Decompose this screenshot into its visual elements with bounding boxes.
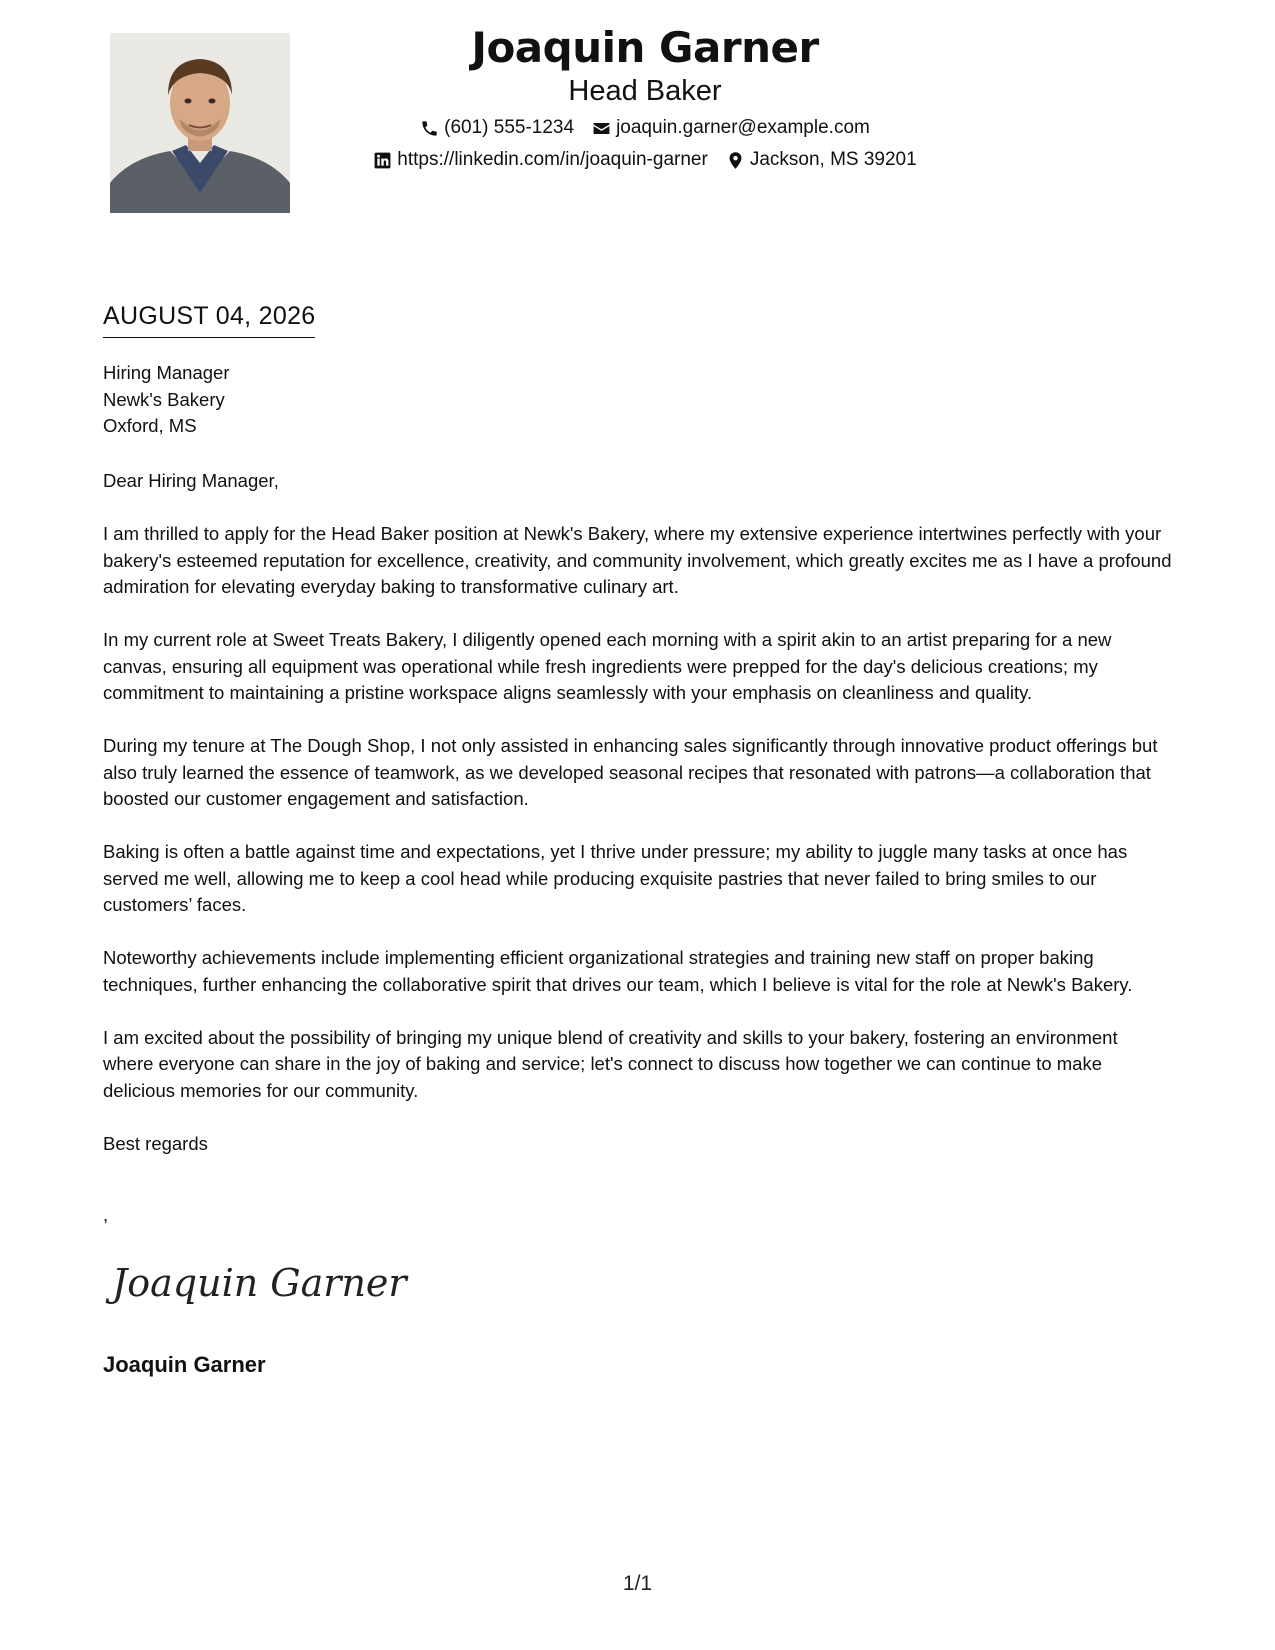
map-pin-icon — [726, 151, 745, 170]
recipient-location: Oxford, MS — [103, 415, 197, 436]
location-text: Jackson, MS 39201 — [749, 149, 917, 170]
closing: Best regards — [103, 1132, 208, 1154]
profile-photo — [110, 33, 290, 213]
body-paragraph: During my tenure at The Dough Shop, I not only assisted in enhancing sales significantly through innovative product offerings but also truly learned the essence of teamwork, as we developed seasonal recipes that resonated with patrons—a collaboration that boosted our customer engagement and satisfaction. — [103, 735, 1158, 809]
phone-icon — [420, 119, 439, 138]
body-paragraph: I am excited about the possibility of bringing my unique blend of creativity and skills to your bakery, fostering an environment where everyone can share in the joy of baking and service; let's connect to discuss how together we can continue to make delicious memories for our community. — [103, 1026, 1118, 1101]
applicant-job-title: Head Baker — [568, 75, 722, 107]
email-address: joaquin.garner@example.com — [616, 117, 870, 138]
linkedin-url: https://linkedin.com/in/joaquin-garner — [397, 149, 708, 170]
body-paragraph: Noteworthy achievements include implementing efficient organizational strategies and training new staff on proper baking techniques, further enhancing the collaborative spirit that drives our team, which I believe is vital for the role at Newk's Bakery. — [103, 947, 1133, 995]
envelope-icon — [592, 119, 611, 138]
recipient-name: Hiring Manager — [103, 362, 230, 383]
salutation: Dear Hiring Manager, — [103, 470, 279, 491]
letter-body — [103, 468, 1173, 1184]
phone-contact[interactable] — [420, 116, 574, 140]
recipient-company: Newk's Bakery — [103, 388, 225, 410]
signature-script: Joaquin Garner — [112, 1261, 407, 1305]
email-contact[interactable] — [592, 116, 870, 140]
page-number: 1/1 — [622, 1572, 653, 1595]
signature-image — [108, 1250, 407, 1320]
letter-date: AUGUST 04, 2026 — [103, 300, 315, 338]
linkedin-contact[interactable] — [373, 148, 708, 172]
person-portrait-photo — [110, 33, 290, 213]
letter-header — [330, 22, 960, 172]
linkedin-icon — [373, 151, 392, 170]
closing-comma: , — [103, 1204, 109, 1225]
contact-row-2 — [330, 148, 960, 172]
body-paragraph: In my current role at Sweet Treats Bakery, I diligently opened each morning with a spirit akin to an artist preparing for a new canvas, ensuring all equipment was operational while fresh ingredients were prepped for the day's delicious creations; my commitment to maintaining a pristine workspace aligns seamlessly with your emphasis on cleanliness and quality. — [103, 629, 1112, 703]
body-paragraph: I am thrilled to apply for the Head Baker position at Newk's Bakery, where my extensive experience intertwines perfectly with your bakery's esteemed reputation for excellence, creativity, and community involvement, which greatly excites me as I have a profound admiration for elevating everyday baking to transformative culinary art. — [103, 523, 1172, 597]
body-paragraph: Baking is often a battle against time and expectations, yet I thrive under pressure; my ability to juggle many tasks at once has served me well, allowing me to keep a cool head while producing exquisite pastries that never failed to bring smiles to our customers’ faces. — [103, 841, 1128, 915]
recipient-block — [103, 360, 229, 440]
phone-number: (601) 555-1234 — [444, 117, 575, 138]
contact-row-1 — [330, 116, 960, 140]
location-contact — [726, 148, 917, 172]
applicant-name: Joaquin Garner — [471, 23, 819, 72]
signer-name: Joaquin Garner — [103, 1352, 266, 1377]
